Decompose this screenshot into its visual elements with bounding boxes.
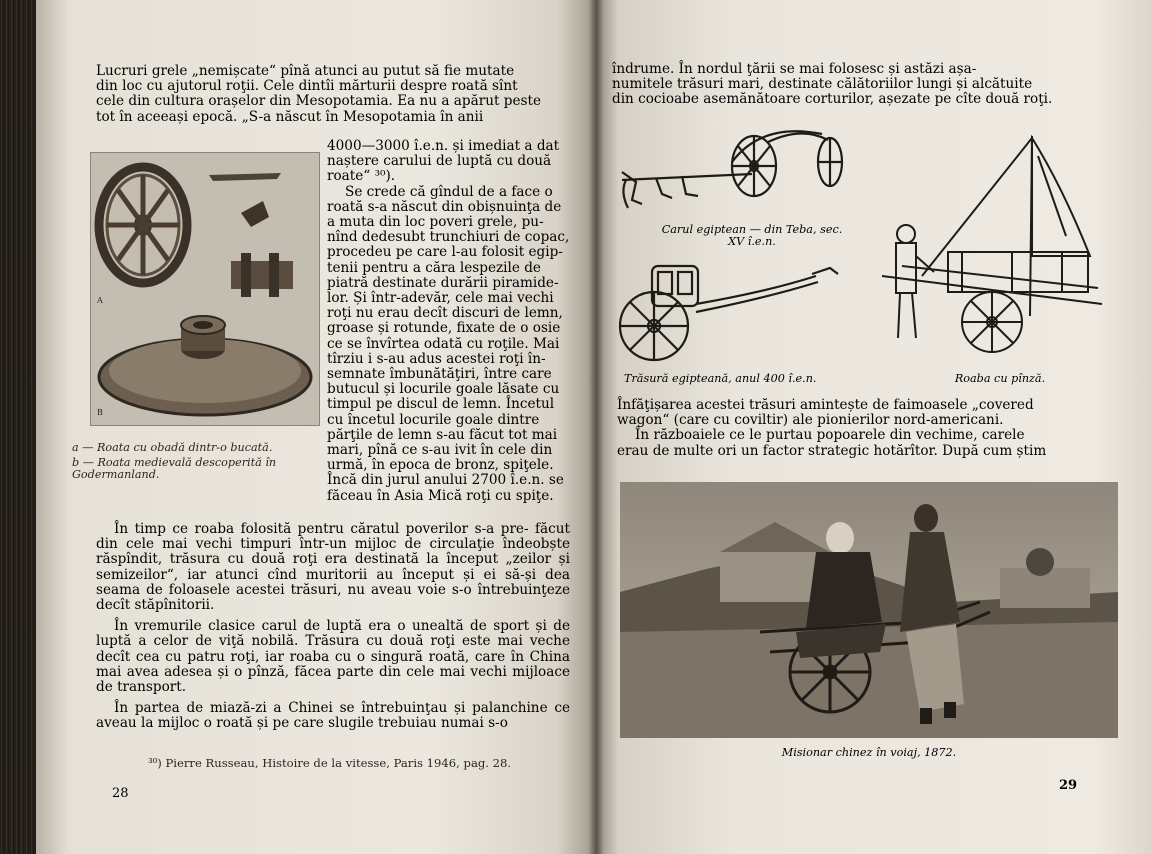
text-line: tot în aceeași epocă. „S-a născut în Mesopotamia în anii	[96, 108, 484, 125]
text-line: roţi nu erau decît discuri de lemn,	[327, 305, 563, 322]
text-line: naștere carului de luptă cu două	[327, 153, 552, 170]
wheels-figure	[90, 152, 320, 426]
paragraph: În timp ce roaba folosită pentru căratul poverilor s-a pre- făcut din cele mai vechi timpuri într-un mijloc de circulaţie îndeobște răspîndit, trăsura cu două roţi era destinată la început „zeilor și semizeilor“, iar atunci cînd muritorii au început și ei să-și dea seama de foloasele acestei trăsuri, nu aveau voie s-o întrebuinţeze decît stăpînitorii.	[96, 521, 570, 614]
egyptian-carriage-drawing	[616, 252, 856, 370]
text-line: lor. Și într-adevăr, cele mai vechi	[327, 290, 554, 307]
text-line: din loc cu ajutorul roţii. Cele dintîi mărturii despre roată sînt	[96, 78, 518, 95]
paragraph: În vremurile clasice carul de luptă era o unealtă de sport și de luptă a celor de viţă nobilă. Trăsura cu două roţi este mai veche decît cea cu patru roţi, iar roaba cu o singură roată, care în China mai avea adesea și o pînză, făcea parte din cele mai vechi mijloace de transport.	[96, 618, 570, 696]
page-number-right: 29	[1059, 778, 1078, 793]
text-line: urmă, în epoca de bronz, spiţele.	[327, 457, 554, 474]
text-line: procedeu pe care l-au folosit egip-	[327, 244, 563, 261]
text-line: Lucruri grele „nemișcate“ pînă atunci au putut să fie mutate	[96, 63, 515, 79]
left-column-text	[327, 139, 570, 504]
spoked-wheel-drawing	[99, 167, 187, 283]
text-line: Înfăţișarea acestei trăsuri amintește de faimoasele „covered	[617, 397, 1034, 413]
paragraph: În partea de miază-zi a Chinei se întrebuinţau și palanchine ce aveau la mijloc o roată și pe care slugile trebuiau numai s-o	[96, 700, 570, 732]
right-top-paragraph	[612, 62, 1116, 108]
missionary-engraving	[620, 482, 1118, 738]
text-line: nînd dedesubt trunchiuri de copac,	[327, 229, 570, 246]
text-line: piatră destinate durării piramide-	[327, 274, 559, 291]
sail-barrow-caption: Roaba cu pînză.	[954, 372, 1046, 385]
text-line: 4000—3000 î.e.n. și imediat a dat	[327, 138, 560, 154]
text-line: Încă din jurul anului 2700 î.e.n. se	[327, 472, 564, 489]
egyptian-cart-caption: Carul egiptean — din Teba, sec. XV î.e.n.	[661, 223, 843, 249]
text-line: a muta din loc poveri grele, pu-	[327, 214, 544, 231]
text-line: tîrziu i s-au adus acestei roţi în-	[327, 350, 546, 367]
text-line: butucul și locurile goale lăsate cu	[327, 381, 560, 398]
text-line: erau de multe ori un factor strategic hotărîtor. După cum știm	[617, 442, 1047, 459]
text-line: părţile de lemn s-au făcut tot mai	[327, 426, 558, 443]
text-line: semnate îmbunătăţiri, între care	[327, 366, 552, 383]
wheels-figure-caption	[72, 442, 312, 484]
text-line: numitele trăsuri mari, destinate călătoriilor lungi și alcătuite	[612, 76, 1033, 93]
text-line: roate“ ³⁰).	[327, 168, 396, 185]
left-top-paragraph	[96, 64, 570, 125]
egyptian-carriage-caption: Trăsură egipteană, anul 400 î.e.n.	[624, 372, 817, 385]
text-line: tenii pentru a căra lespezile de	[327, 259, 541, 276]
missionary-photo	[620, 482, 1118, 738]
text-line: roată s-a născut din obișnuinţa de	[327, 198, 562, 215]
text-line: În războaiele ce le purtau popoarele din vechime, carele	[635, 427, 1025, 444]
svg-text:A: A	[97, 296, 103, 305]
text-line: din cocioabe asemănătoare corturilor, așezate pe cîte două roţi.	[612, 91, 1053, 108]
egyptian-cart-drawing	[612, 122, 852, 222]
caption-b: b — Roata medievală descoperită în Godermanland.	[72, 455, 277, 482]
svg-text:B: B	[97, 408, 103, 417]
sail-barrow-drawing	[862, 126, 1118, 370]
book-gutter	[588, 0, 604, 854]
left-bottom-text	[96, 522, 570, 732]
wheels-illustration	[91, 153, 319, 425]
text-line: timpul pe discul de lemn. Încetul	[327, 396, 555, 413]
text-line: făceau în Asia Mică roţi cu spiţe.	[327, 487, 554, 504]
text-line: mari, pînă ce s-au ivit în cele din	[327, 442, 553, 459]
text-line: îndrume. În nordul ţării se mai folosesc și astăzi așa-	[612, 61, 977, 77]
right-mid-paragraph	[617, 398, 1117, 459]
text-line: cu încetul locurile goale dintre	[327, 411, 540, 428]
page-number-left: 28	[112, 786, 129, 801]
photo-caption: Misionar chinez în voiaj, 1872.	[781, 746, 957, 759]
footnote: ³⁰) Pierre Russeau, Histoire de la vitesse, Paris 1946, pag. 28.	[148, 756, 512, 770]
text-line: cele din cultura orașelor din Mesopotamia. Ea nu a apărut peste	[96, 93, 541, 110]
text-line: ce se învîrtea odată cu roţile. Mai	[327, 335, 560, 352]
text-line: groase și rotunde, fixate de o osie	[327, 320, 561, 337]
text-line: Se crede că gîndul de a face o	[345, 183, 553, 200]
text-line: wagon“ (care cu coviltir) ale pionierilor nord-americani.	[617, 412, 1004, 429]
caption-a: a — Roata cu obadă dintr-o bucată.	[72, 441, 273, 454]
book-page-edges	[0, 0, 40, 854]
